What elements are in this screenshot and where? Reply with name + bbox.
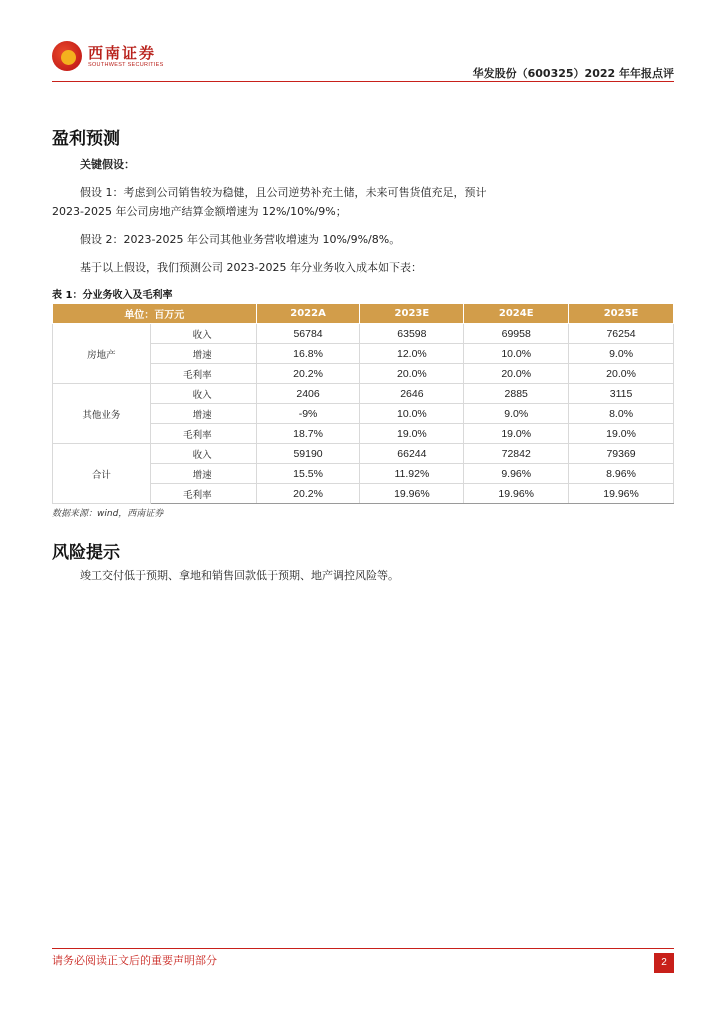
company-logo xyxy=(52,40,212,76)
year-header: 2022A xyxy=(256,304,360,324)
year-header: 2024E xyxy=(464,304,569,324)
assumption-1-line-2: 2023-2025 年公司房地产结算金额增速为 12%/10%/9%； xyxy=(52,205,347,218)
table-cell: -9% xyxy=(256,404,360,424)
table-source-note: 数据来源：wind，西南证券 xyxy=(52,509,164,519)
table-cell: 2646 xyxy=(360,384,464,404)
logo-emblem-icon xyxy=(52,41,82,71)
table-cell: 19.96% xyxy=(569,484,674,504)
table-row xyxy=(53,384,674,404)
table-cell: 63598 xyxy=(360,324,464,344)
table-cell: 8.96% xyxy=(569,464,674,484)
logo-english-name: SOUTHWEST SECURITIES xyxy=(88,62,164,68)
table-cell: 72842 xyxy=(464,444,569,464)
table-cell: 20.2% xyxy=(256,364,360,384)
table-cell: 8.0% xyxy=(569,404,674,424)
unit-header: 单位：百万元 xyxy=(53,304,257,324)
table-cell: 56784 xyxy=(256,324,360,344)
table-cell: 79369 xyxy=(569,444,674,464)
table-cell: 59190 xyxy=(256,444,360,464)
table-cell: 76254 xyxy=(569,324,674,344)
table-row xyxy=(53,324,674,344)
assumption-1-line-1: 假设 1：考虑到公司销售较为稳健，且公司逆势补充土储，未来可售货值充足，预计 xyxy=(80,186,487,199)
table-cell: 20.2% xyxy=(256,484,360,504)
page-number: 2 xyxy=(654,953,674,973)
segment-name: 房地产 xyxy=(53,324,151,384)
table-cell: 9.0% xyxy=(464,404,569,424)
header-divider xyxy=(52,81,674,82)
report-title: 华发股份（600325）2022 年年报点评 xyxy=(472,67,674,80)
key-assumptions-label: 关键假设： xyxy=(80,158,135,171)
table-cell: 11.92% xyxy=(360,464,464,484)
table-cell: 20.0% xyxy=(360,364,464,384)
table-cell: 19.0% xyxy=(569,424,674,444)
table-cell: 10.0% xyxy=(464,344,569,364)
table-cell: 9.0% xyxy=(569,344,674,364)
table-cell: 19.96% xyxy=(464,484,569,504)
metric-label: 收入 xyxy=(150,324,256,344)
risk-text: 竣工交付低于预期、拿地和销售回款低于预期、地产调控风险等。 xyxy=(80,569,399,582)
section-title-risk: 风险提示 xyxy=(52,543,120,563)
table-cell: 9.96% xyxy=(464,464,569,484)
table-cell: 2406 xyxy=(256,384,360,404)
page-header xyxy=(52,38,674,82)
table-cell: 20.0% xyxy=(569,364,674,384)
table-cell: 19.0% xyxy=(360,424,464,444)
table-cell: 16.8% xyxy=(256,344,360,364)
footer-divider xyxy=(52,948,674,949)
table-cell: 69958 xyxy=(464,324,569,344)
table-cell: 12.0% xyxy=(360,344,464,364)
metric-label: 收入 xyxy=(150,444,256,464)
disclaimer-text: 请务必阅读正文后的重要声明部分 xyxy=(52,954,217,967)
table-cell: 19.0% xyxy=(464,424,569,444)
segment-name: 其他业务 xyxy=(53,384,151,444)
assumption-2: 假设 2：2023-2025 年公司其他业务营收增速为 10%/9%/8%。 xyxy=(80,233,401,246)
table-cell: 18.7% xyxy=(256,424,360,444)
logo-chinese-name: 西南证券 xyxy=(88,44,157,62)
metric-label: 毛利率 xyxy=(150,484,256,504)
year-header: 2023E xyxy=(360,304,464,324)
table-cell: 15.5% xyxy=(256,464,360,484)
metric-label: 增速 xyxy=(150,344,256,364)
table-cell: 66244 xyxy=(360,444,464,464)
metric-label: 毛利率 xyxy=(150,424,256,444)
table-cell: 19.96% xyxy=(360,484,464,504)
segment-name: 合计 xyxy=(53,444,151,504)
metric-label: 收入 xyxy=(150,384,256,404)
table-cell: 3115 xyxy=(569,384,674,404)
table-header-row xyxy=(53,304,674,324)
table-cell: 10.0% xyxy=(360,404,464,424)
metric-label: 增速 xyxy=(150,404,256,424)
metric-label: 增速 xyxy=(150,464,256,484)
table-row xyxy=(53,444,674,464)
metric-label: 毛利率 xyxy=(150,364,256,384)
table-cell: 2885 xyxy=(464,384,569,404)
revenue-forecast-table xyxy=(52,303,674,504)
year-header: 2025E xyxy=(569,304,674,324)
table-cell: 20.0% xyxy=(464,364,569,384)
table-caption: 表 1：分业务收入及毛利率 xyxy=(52,290,173,301)
assumptions-summary: 基于以上假设，我们预测公司 2023-2025 年分业务收入成本如下表： xyxy=(80,261,422,274)
section-title-profit-forecast: 盈利预测 xyxy=(52,129,120,149)
